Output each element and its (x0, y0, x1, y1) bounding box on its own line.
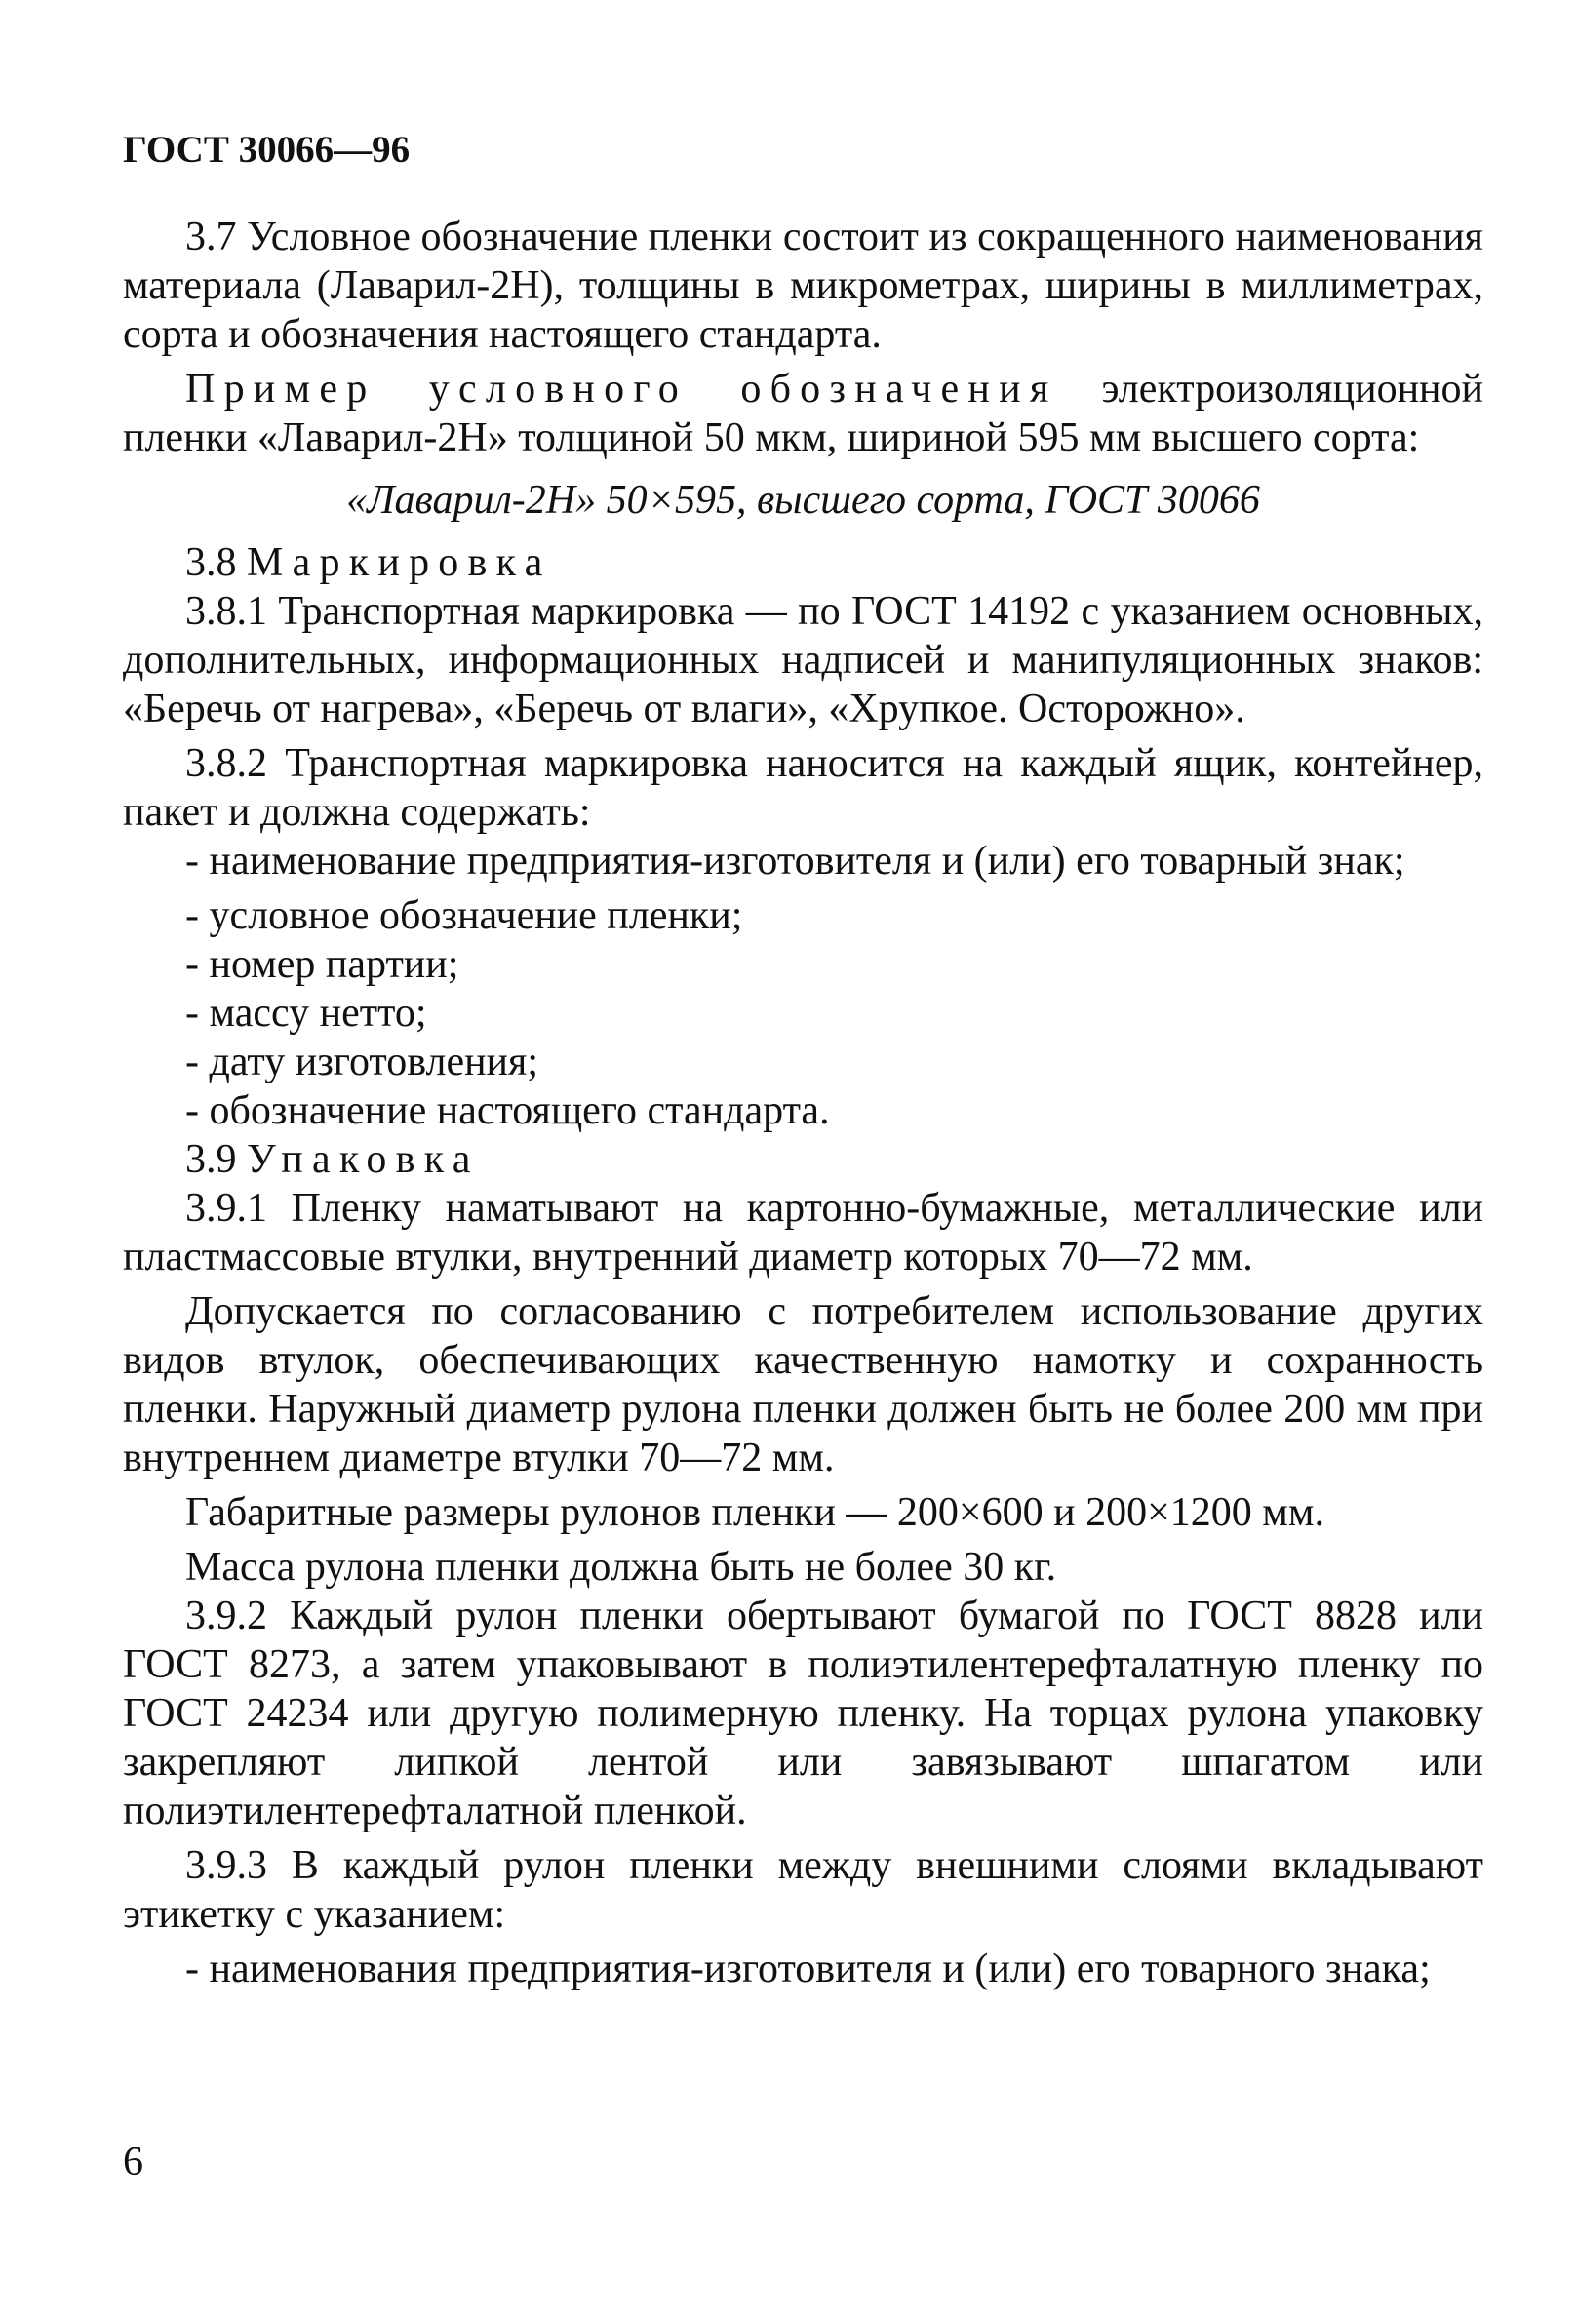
section-number: 3.8 (185, 540, 237, 585)
paragraph-3-9-1-c: Габаритные размеры рулонов пленки — 200×600 и 200×1200 мм. (185, 1490, 1324, 1535)
list-item: - условное обозначение пленки; (185, 893, 743, 938)
example-label: Пример условного обозначения (185, 367, 1058, 412)
example-text: электроизоляционной пленки «Лаварил-2Н» толщиной 50 мкм, шириной 595 мм высшего сорта: (123, 367, 1483, 460)
section-heading-3-9 (123, 1135, 1483, 1184)
paragraph-3-7: 3.7 Условное обозначение пленки состоит из сокращенного наименования материала (Лаварил-2Н), толщины в микрометрах, ширины в миллиметрах, сорта и обозначения настоящего стандарта. (123, 215, 1483, 357)
document-header: ГОСТ 30066—96 (123, 129, 411, 171)
list-item: - массу нетто; (185, 991, 427, 1036)
document-page (123, 107, 1483, 1993)
paragraph-3-9-3: 3.9.3 В каждый рулон пленки между внешними слоями вкладывают этикетку с указанием: (123, 1843, 1483, 1937)
paragraph-3-9-1-b: Допускается по согласованию с потребителем использование других видов втулок, обеспечивающих качественную намотку и сохранность пленки. Наружный диаметр рулона пленки должен быть не более 200 мм при внутреннем диаметре втулки 70—72 мм. (123, 1289, 1483, 1480)
paragraph-3-8-2: 3.8.2 Транспортная маркировка наносится на каждый ящик, контейнер, пакет и должна содержать: (123, 741, 1483, 835)
section-title: Упаковка (247, 1137, 480, 1182)
list-item: - дату изготовления; (185, 1040, 539, 1084)
list-item: - номер партии; (185, 942, 459, 987)
example-paragraph (123, 365, 1483, 462)
section-number: 3.9 (185, 1137, 237, 1182)
section-title: Маркировка (247, 540, 552, 585)
list-item: - наименования предприятия-изготовителя и (или) его товарного знака; (185, 1947, 1431, 1991)
list-item: - обозначение настоящего стандарта. (185, 1088, 830, 1133)
section-heading-3-8 (123, 538, 1483, 587)
paragraph-3-9-2: 3.9.2 Каждый рулон пленки обертывают бумагой по ГОСТ 8828 или ГОСТ 8273, а затем упаковывают в полиэтилентерефталатную пленку по ГОСТ 24234 или другую полимерную пленку. На торцах рулона упаковку закрепляют липкой лентой или завязывают шпагатом или полиэтилентерефталатной пленкой. (123, 1594, 1483, 1833)
paragraph-3-9-1-d: Масса рулона пленки должна быть не более 30 кг. (185, 1545, 1057, 1590)
page-number: 6 (123, 2140, 143, 2185)
paragraph-3-8-1: 3.8.1 Транспортная маркировка — по ГОСТ 14192 с указанием основных, дополнительных, информационных надписей и манипуляционных знаков: «Беречь от нагрева», «Беречь от влаги», «Хрупкое. Осторожно». (123, 589, 1483, 731)
paragraph-3-9-1: 3.9.1 Пленку наматывают на картонно-бумажные, металлические или пластмассовые втулки, внутренний диаметр которых 70—72 мм. (123, 1186, 1483, 1280)
list-item: - наименование предприятия-изготовителя и (или) его товарный знак; (185, 839, 1405, 884)
example-designation: «Лаварил-2Н» 50×595, высшего сорта, ГОСТ 30066 (346, 478, 1260, 523)
